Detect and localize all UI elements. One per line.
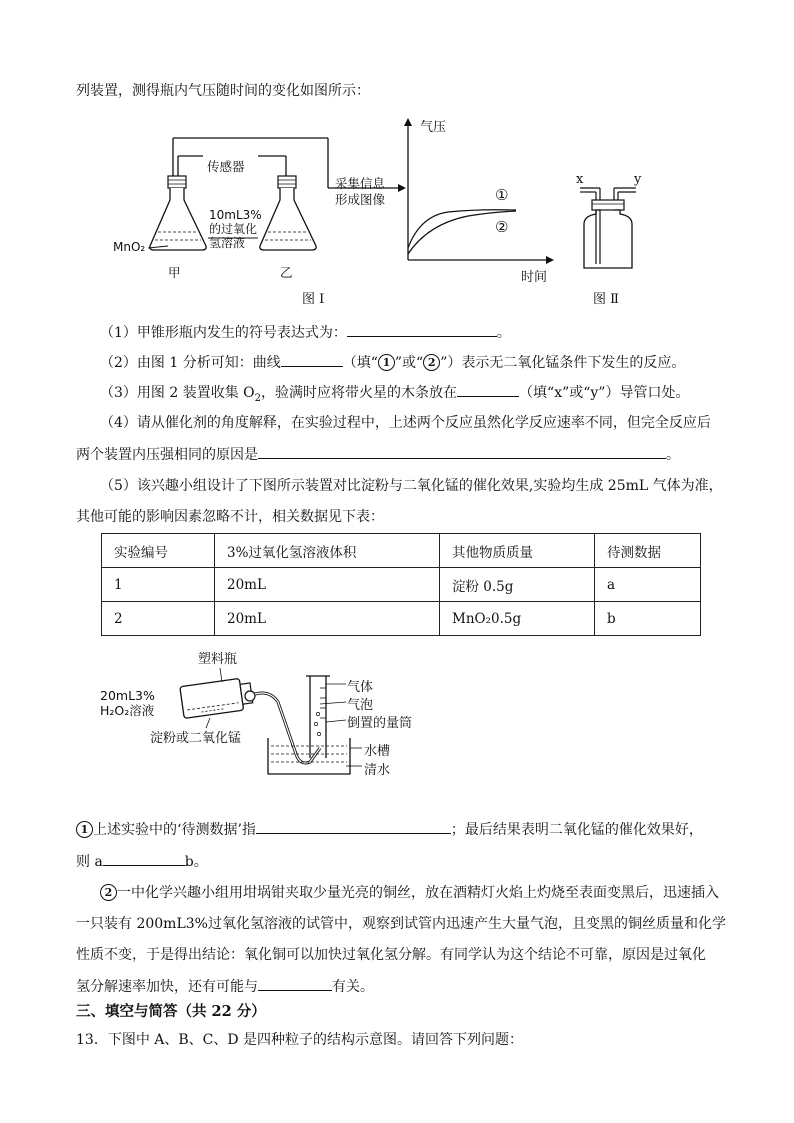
question-2: [100, 352, 685, 373]
question-3: [100, 382, 689, 409]
flask-b-label: 乙: [280, 265, 293, 280]
table-cell: b: [595, 602, 701, 636]
table-header-cell: 其他物质质量: [440, 534, 595, 568]
answer-blank-3[interactable]: [457, 382, 519, 397]
sensor-label: 传感器: [207, 159, 245, 174]
figure-2-caption: 图 Ⅱ: [593, 292, 619, 307]
part-1-line2: [76, 851, 208, 872]
part-2-text4: 氢分解速率加快，还有可能与: [76, 979, 258, 995]
bubble-label: 气泡: [347, 698, 374, 713]
part-2-line3: 性质不变，于是得出结论：氧化铜可以加快过氧化氢分解。有同学认为这个结论不可靠，原因是过氧化: [76, 947, 706, 963]
question-4-line1: （4）请从催化剂的角度解释，在实验过程中，上述两个反应虽然化学反应速率不同，但完全反应后: [100, 415, 711, 431]
table-cell: a: [595, 568, 701, 602]
circled-1-icon: 1: [76, 821, 93, 838]
solution-line1: 10mL3%: [209, 208, 262, 222]
figure-2-bottle: [570, 178, 650, 278]
question-2-end: ”）表示无二氧化锰条件下发生的反应。: [440, 355, 686, 371]
y-axis-label: 气压: [420, 120, 447, 135]
question-5-line2: 其他可能的影响因素忽略不计，相关数据见下表：: [76, 509, 384, 525]
part-1-compare-text: 则 a: [76, 854, 103, 870]
answer-blank-2[interactable]: [281, 352, 343, 367]
part-2-line2: 一只装有 200mL3%过氧化氢溶液的试管中，观察到试管内迅速产生大量气泡，且变黑的铜丝质量和化学: [76, 916, 726, 932]
question-3-mid: ，验满时应将带火星的木条放在: [261, 385, 458, 401]
x-axis-label: 时间: [521, 270, 548, 285]
h2o2-line2: H₂O₂溶液: [100, 703, 155, 718]
question-3-text: （3）用图 2 装置收集 O: [100, 385, 255, 401]
tube-x-label: x: [576, 172, 584, 187]
table-cell: 2: [102, 602, 215, 636]
pressure-time-graph: [398, 116, 558, 266]
intro-text: 列装置，测得瓶内气压随时间的变化如图所示：: [76, 83, 370, 99]
circled-1-icon: 1: [378, 354, 395, 371]
part-2-text1: 一中化学兴趣小组用坩埚钳夹取少量光亮的铜丝，放在酒精灯火焰上灼烧至表面变黑后，迅速插入: [117, 885, 719, 901]
question-1-text: （1）甲锥形瓶内发生的符号表达式为：: [100, 325, 347, 341]
trough-label: 水槽: [364, 744, 391, 759]
o2-subscript: 2: [254, 392, 262, 404]
collect-info-label: [335, 176, 385, 208]
question-4-line2: [76, 444, 680, 465]
table-row: [102, 568, 701, 602]
part-2-line1: [100, 883, 719, 903]
solution-label: [209, 208, 262, 250]
answer-blank-7[interactable]: [258, 976, 332, 991]
question-3-end: （填“x”或“y”）导管口处。: [519, 385, 690, 401]
question-2-text: （2）由图 1 分析可知：曲线: [100, 355, 281, 371]
tube-y-label: y: [634, 172, 642, 187]
part-2-end: 有关。: [332, 979, 374, 995]
section-3-heading: 三、填空与简答（共 22 分）: [76, 1003, 266, 1020]
solution-line3: 氢溶液: [209, 236, 246, 250]
h2o2-solution-label: [100, 688, 155, 718]
figure-3-apparatus: [170, 662, 370, 782]
question-2-mid2: ”或“: [394, 355, 424, 371]
part-1-text: 上述实验中的‘待测数据’指: [93, 822, 256, 838]
question-4-end: 。: [666, 447, 680, 463]
plastic-bottle-label: 塑料瓶: [198, 652, 238, 667]
table-cell: 淀粉 0.5g: [440, 568, 595, 602]
part-1-line1: [76, 819, 703, 840]
solution-line2: 的过氧化: [209, 222, 258, 236]
experiment-table: [101, 533, 701, 636]
catalyst-label: 淀粉或二氧化锰: [150, 731, 242, 746]
table-header-cell: 待测数据: [595, 534, 701, 568]
question-13: 13．下图中 A、B、C、D 是四种粒子的结构示意图。请回答下列问题：: [76, 1032, 524, 1048]
table-header-row: [102, 534, 701, 568]
cylinder-label: 倒置的量筒: [347, 716, 413, 731]
water-label: 清水: [364, 763, 391, 778]
part-2-line4: [76, 976, 374, 997]
collect-info-line1: 采集信息: [335, 176, 386, 191]
mno2-label: MnO₂: [113, 240, 146, 254]
question-1: [100, 322, 511, 343]
question-5-line1: （5）该兴趣小组设计了下图所示装置对比淀粉与二氧化锰的催化效果,实验均生成 25mL 气体为准，: [100, 478, 723, 494]
table-cell: MnO₂0.5g: [440, 602, 595, 636]
table-cell: 20mL: [215, 568, 440, 602]
h2o2-line1: 20mL3%: [100, 688, 155, 703]
collect-info-line2: 形成图像: [335, 192, 386, 207]
table-header-cell: 3%过氧化氢溶液体积: [215, 534, 440, 568]
table-cell: 1: [102, 568, 215, 602]
question-2-mid1: （填“: [342, 355, 378, 371]
circled-2-icon: 2: [423, 354, 440, 371]
table-cell: 20mL: [215, 602, 440, 636]
answer-blank-1[interactable]: [347, 322, 497, 337]
curve-2-label: ②: [495, 218, 509, 236]
question-1-end: 。: [496, 325, 511, 341]
figure-1-caption: 图 Ⅰ: [302, 292, 325, 307]
flask-a-label: 甲: [168, 265, 181, 280]
table-row: [102, 602, 701, 636]
circled-2-icon: 2: [100, 884, 117, 901]
answer-blank-4[interactable]: [258, 444, 666, 459]
answer-blank-5[interactable]: [256, 819, 451, 834]
part-1-compare-end: b。: [184, 854, 208, 870]
question-4-text: 两个装置内压强相同的原因是: [76, 447, 258, 463]
part-1-end: ；最后结果表明二氧化锰的催化效果好，: [450, 822, 703, 838]
gas-label: 气体: [347, 680, 374, 695]
answer-blank-6[interactable]: [103, 851, 185, 866]
curve-1-label: ①: [495, 186, 509, 204]
table-header-cell: 实验编号: [102, 534, 215, 568]
